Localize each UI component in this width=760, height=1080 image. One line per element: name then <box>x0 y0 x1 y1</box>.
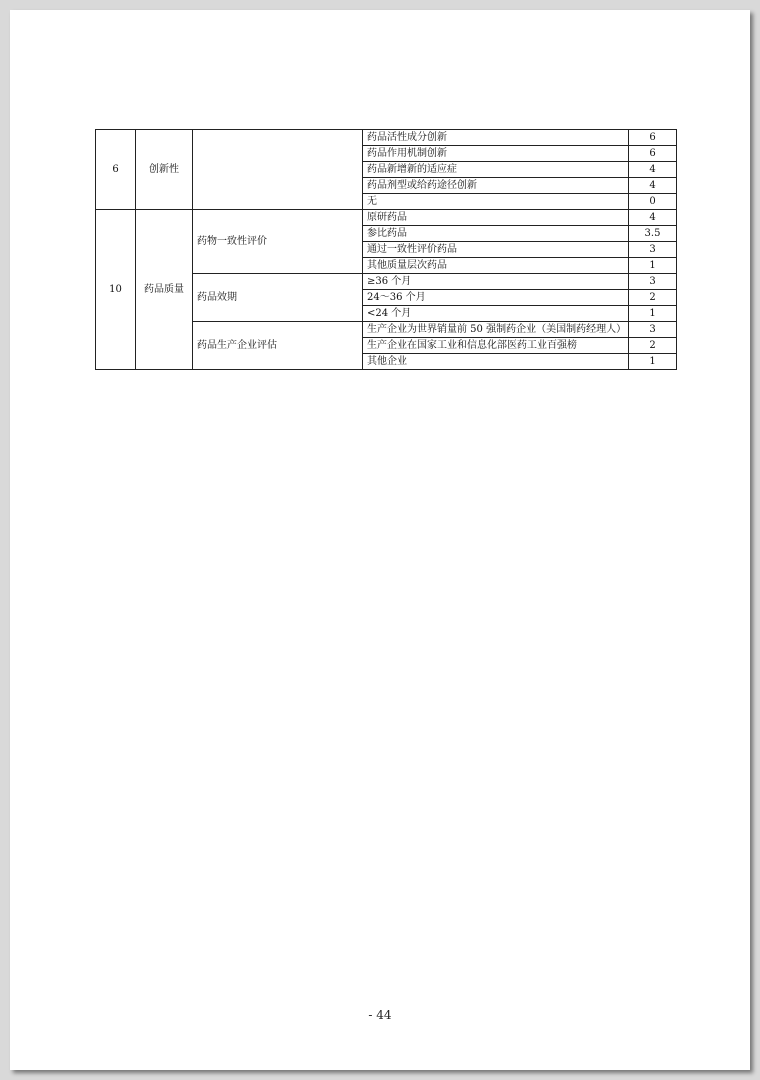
criterion-cell: 通过一致性评价药品 <box>363 242 629 258</box>
score-cell: 4 <box>629 210 677 226</box>
category-cell: 创新性 <box>136 130 193 210</box>
category-cell: 药品质量 <box>136 210 193 370</box>
table-row <box>96 210 677 226</box>
score-cell: 3 <box>629 242 677 258</box>
document-page <box>10 10 750 1070</box>
criterion-cell: 24～36 个月 <box>363 290 629 306</box>
table-row <box>96 130 677 146</box>
subcategory-cell: 药物一致性评价 <box>193 210 363 274</box>
score-cell: 6 <box>629 130 677 146</box>
criterion-cell: 参比药品 <box>363 226 629 242</box>
criterion-cell: ≥36 个月 <box>363 274 629 290</box>
criterion-cell: 药品剂型或给药途径创新 <box>363 178 629 194</box>
score-cell: 3 <box>629 274 677 290</box>
criterion-cell: 药品作用机制创新 <box>363 146 629 162</box>
score-cell: 2 <box>629 290 677 306</box>
score-cell: 1 <box>629 258 677 274</box>
score-cell: 6 <box>629 146 677 162</box>
criterion-cell: 其他质量层次药品 <box>363 258 629 274</box>
subcategory-cell: 药品效期 <box>193 274 363 322</box>
score-cell: 1 <box>629 306 677 322</box>
score-cell: 4 <box>629 178 677 194</box>
criterion-cell: 其他企业 <box>363 354 629 370</box>
score-cell: 4 <box>629 162 677 178</box>
score-cell: 0 <box>629 194 677 210</box>
criterion-cell: 生产企业为世界销量前 50 强制药企业（美国制药经理人） <box>363 322 629 338</box>
score-cell: 3.5 <box>629 226 677 242</box>
score-cell: 1 <box>629 354 677 370</box>
item-number-cell: 6 <box>96 130 136 210</box>
score-cell: 2 <box>629 338 677 354</box>
criterion-cell: 药品活性成分创新 <box>363 130 629 146</box>
page-number: - 44 <box>368 1008 392 1022</box>
score-cell: 3 <box>629 322 677 338</box>
subcategory-cell: 药品生产企业评估 <box>193 322 363 370</box>
item-number-cell: 10 <box>96 210 136 370</box>
criterion-cell: 无 <box>363 194 629 210</box>
criterion-cell: <24 个月 <box>363 306 629 322</box>
subcategory-cell <box>193 130 363 210</box>
evaluation-score-table <box>95 129 677 370</box>
criterion-cell: 药品新增新的适应症 <box>363 162 629 178</box>
criterion-cell: 生产企业在国家工业和信息化部医药工业百强榜 <box>363 338 629 354</box>
criterion-cell: 原研药品 <box>363 210 629 226</box>
